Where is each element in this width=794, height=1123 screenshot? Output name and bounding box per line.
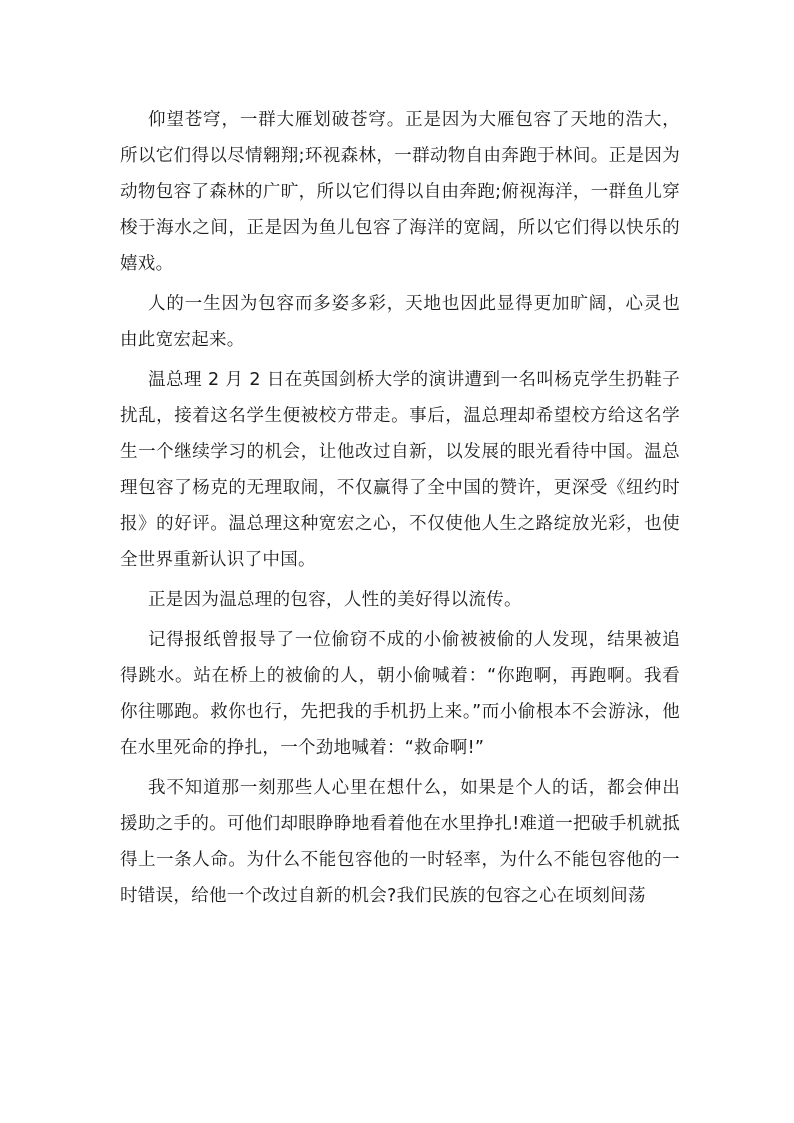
paragraph: 记得报纸曾报导了一位偷窃不成的小偷被被偷的人发现，结果被追得跳水。站在桥上的被偷的人，朝小偷喊着：“你跑啊，再跑啊。我看你往哪跑。救你也行，先把我的手机扔上来。”而小偷根本不会游泳，他在水里死命的挣扎，一个劲地喊着：“救命啊!”	[120, 630, 680, 758]
paragraph: 我不知道那一刻那些人心里在想什么，如果是个人的话，都会伸出援助之手的。可他们却眼睁睁地看着他在水里挣扎!难道一把破手机就抵得上一条人命。为什么不能包容他的一时轻率，为什么不能包容他的一时错误，给他一个改过自新的机会?我们民族的包容之心在顷刻间荡	[120, 778, 680, 906]
paragraph: 温总理 2 月 2 日在英国剑桥大学的演讲遭到一名叫杨克学生扔鞋子扰乱，接着这名学生便被校方带走。事后，温总理却希望校方给这名学生一个继续学习的机会，让他改过自新，以发展的眼光看待中国。温总理包容了杨克的无理取闹，不仅赢得了全中国的赞许，更深受《纽约时报》的好评。温总理这种宽宏之心，不仅使他人生之路绽放光彩，也使全世界重新认识了中国。	[120, 370, 680, 570]
paragraph: 仰望苍穹，一群大雁划破苍穹。正是因为大雁包容了天地的浩大，所以它们得以尽情翱翔;环视森林，一群动物自由奔跑于林间。正是因为动物包容了森林的广旷，所以它们得以自由奔跑;俯视海洋，一群鱼儿穿梭于海水之间，正是因为鱼儿包容了海洋的宽阔，所以它们得以快乐的嬉戏。	[120, 110, 680, 274]
paragraph: 人的一生因为包容而多姿多彩，天地也因此显得更加旷阔，心灵也由此宽宏起来。	[120, 294, 680, 350]
paragraph: 正是因为温总理的包容，人性的美好得以流传。	[148, 590, 522, 610]
document-body	[120, 102, 680, 918]
